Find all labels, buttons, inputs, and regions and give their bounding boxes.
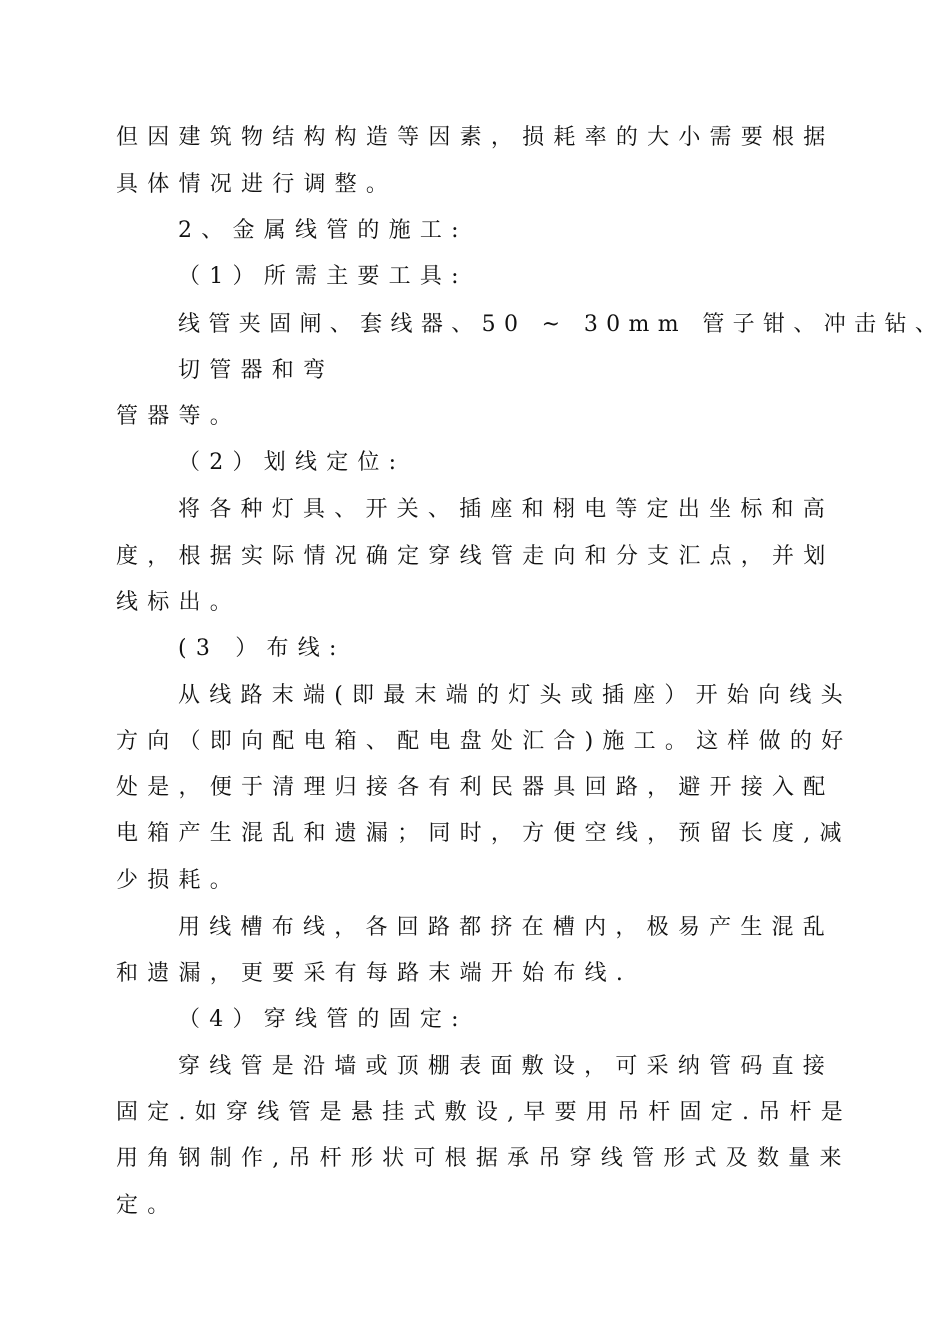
text-line: 管器等。 xyxy=(116,404,241,429)
text-line: 穿线管是沿墙或顶棚表面敷设，可采纳管码直接 xyxy=(178,1054,835,1079)
text-line: 电箱产生混乱和遗漏；同时，方便空线，预留长度,减 xyxy=(116,821,851,846)
text-line: 但因建筑物结构构造等因素，损耗率的大小需要根据 xyxy=(116,125,835,150)
section-heading: 2、金属线管的施工: xyxy=(178,218,468,243)
text-line: 线管夹固闸、套线器、50 ~ 30mm 管子钳、冲击钻、 xyxy=(178,312,946,337)
text-line: 用线槽布线，各回路都挤在槽内，极易产生混乱 xyxy=(178,915,835,940)
text-line: 和遗漏，更要采有每路末端开始布线. xyxy=(116,961,633,986)
text-line: 度，根据实际情况确定穿线管走向和分支汇点，并划 xyxy=(116,544,835,569)
text-line: 固定.如穿线管是悬挂式敷设,早要用吊杆固定.吊杆是 xyxy=(116,1100,852,1125)
subsection-heading: (3 ）布线: xyxy=(178,636,346,661)
text-line: 少损耗。 xyxy=(116,868,241,893)
subsection-heading: （2）划线定位: xyxy=(178,450,406,475)
subsection-heading: （1）所需主要工具: xyxy=(178,264,468,289)
text-line: 用角钢制作,吊杆形状可根据承吊穿线管形式及数量来 xyxy=(116,1146,851,1171)
text-line: 定。 xyxy=(116,1193,179,1218)
subsection-heading: （4）穿线管的固定: xyxy=(178,1007,468,1032)
text-line: 具体情况进行调整。 xyxy=(116,172,398,197)
text-line: 线标出。 xyxy=(116,590,241,615)
text-line: 将各种灯具、开关、插座和栩电等定出坐标和高 xyxy=(178,497,835,522)
text-line: 方向（即向配电箱、配电盘处汇合)施工。这样做的好 xyxy=(116,729,853,754)
text-line: 切管器和弯 xyxy=(178,358,335,383)
text-line: 从线路末端(即最末端的灯头或插座）开始向线头 xyxy=(178,683,852,708)
text-line: 处是，便于清理归接各有利民器具回路，避开接入配 xyxy=(116,775,835,800)
